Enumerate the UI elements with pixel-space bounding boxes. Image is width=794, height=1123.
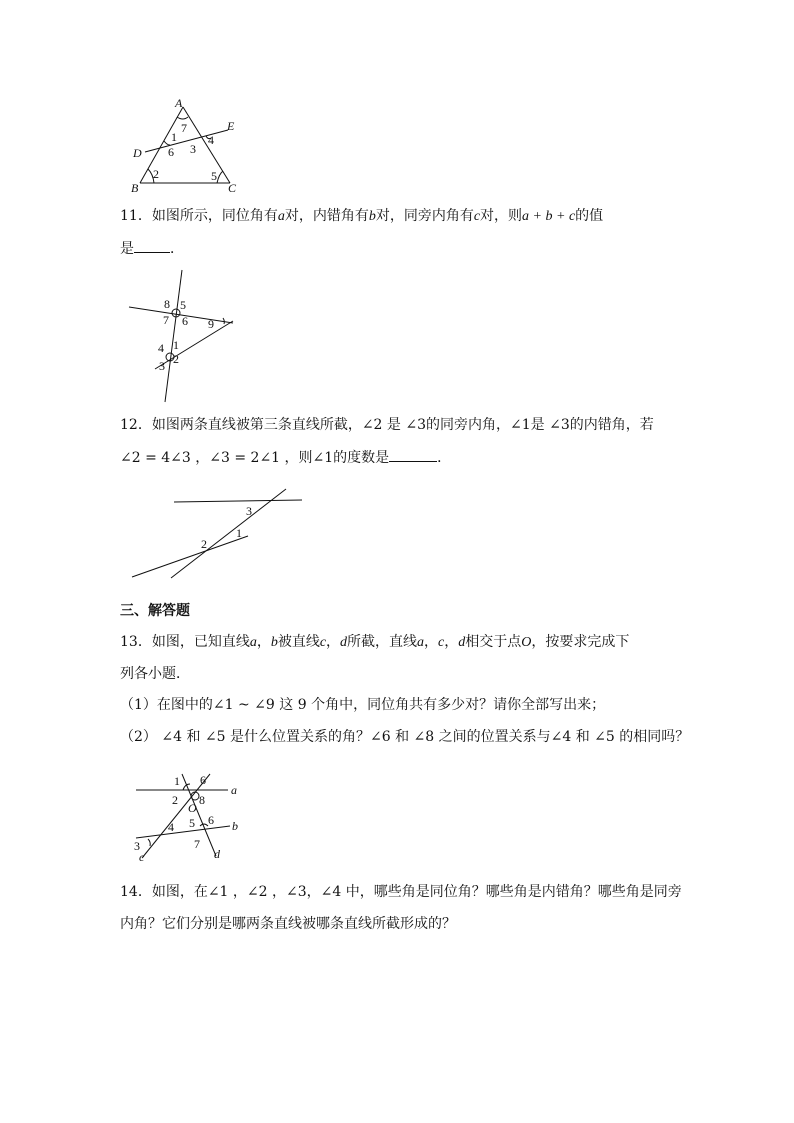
q13-line-b	[136, 826, 230, 838]
q13-var-a2: a	[417, 635, 425, 650]
label-A: A	[175, 96, 183, 110]
q13-text3: 所截，直线	[347, 634, 418, 650]
label-C: C	[228, 181, 237, 195]
q13-var-d: d	[340, 635, 348, 650]
angle-arc-c	[217, 171, 223, 183]
q11-text6: 是	[120, 241, 134, 257]
label-4: 4	[208, 133, 214, 147]
q14-line1	[120, 882, 682, 902]
q13-var-o: O	[521, 635, 532, 650]
q13-label-o: O	[188, 801, 197, 815]
q11-text5: 的值	[575, 208, 604, 224]
label-1: 1	[171, 130, 177, 144]
q13-text5: ，按要求完成下	[531, 634, 630, 650]
q12-label-2: 2	[201, 537, 207, 551]
label-6: 6	[168, 145, 174, 159]
side-ab	[140, 107, 183, 183]
q12-answer-blank[interactable]	[389, 447, 437, 462]
q11-number: 11．	[120, 208, 152, 224]
q11-text2: 对，内错角有	[284, 208, 369, 224]
q13-label-7: 7	[194, 837, 200, 851]
triangle-figure	[120, 95, 260, 195]
q13-number: 13．	[120, 634, 152, 650]
q13-label-6b: 6	[208, 813, 214, 827]
q11-text1: 如图所示，同位角有	[151, 208, 278, 224]
q13-var-a: a	[249, 635, 257, 650]
q13-label-d: d	[214, 847, 220, 861]
q12-line-lower	[132, 536, 248, 577]
q13-sub2-text: （2） ∠4 和 ∠5 是什么位置关系的角？∠6 和 ∠8 之间的位置关系与∠4 和 ∠5 的相同吗？	[120, 729, 690, 745]
q11-label-3: 3	[159, 359, 165, 373]
q11-line-vertical	[165, 270, 182, 402]
q11-expr: a + b + c	[522, 209, 576, 224]
label-2: 2	[153, 167, 159, 181]
q13-label-4: 4	[168, 820, 174, 834]
q12-label-3: 3	[246, 504, 252, 518]
q11-label-1: 1	[173, 338, 179, 352]
q14-line2	[120, 914, 456, 934]
q12-figure	[130, 486, 310, 586]
label-3: 3	[190, 142, 196, 156]
q13-label-2: 2	[172, 793, 178, 807]
q13-angle-arc-5	[200, 824, 208, 826]
q11-label-9: 9	[208, 317, 214, 331]
q13-label-a: a	[231, 783, 237, 797]
q13-var-c2: c	[438, 635, 445, 650]
q13-figure	[130, 768, 260, 868]
q11-answer-blank[interactable]	[134, 238, 170, 253]
q11-label-5: 5	[180, 298, 186, 312]
q13-label-1: 1	[174, 774, 180, 788]
angle-arc-a	[177, 117, 188, 119]
q11-end: ．	[170, 241, 184, 257]
q13-angle-arc-3	[148, 839, 150, 846]
label-7: 7	[181, 121, 187, 135]
q12-line-upper	[174, 500, 302, 502]
q11-var-c: c	[473, 209, 481, 224]
q13-text4: 相交于点	[465, 634, 522, 650]
q11-var-b: b	[368, 209, 376, 224]
q13-label-6: 6	[200, 773, 206, 787]
q11-label-6: 6	[182, 314, 188, 328]
q13-label-3: 3	[134, 839, 140, 853]
q12-transversal	[171, 489, 286, 578]
q12-line1	[120, 415, 654, 435]
q12-line2	[120, 447, 451, 468]
q14-text2: 内角？它们分别是哪两条直线被哪条直线所截形成的？	[120, 916, 456, 932]
q13-sep2: ，	[326, 634, 341, 650]
q13-sep4: ，	[444, 634, 459, 650]
q11-line2	[120, 238, 184, 259]
q11-label-2: 2	[173, 352, 179, 366]
q13-line2	[120, 664, 190, 684]
q13-sub2	[120, 727, 689, 747]
q13-line1	[120, 632, 629, 653]
q11-label-4: 4	[158, 341, 164, 355]
q13-sub1	[120, 695, 605, 715]
q13-var-c: c	[319, 635, 327, 650]
q11-label-7: 7	[163, 313, 169, 327]
section-title: 三、解答题	[120, 603, 190, 619]
q11-text4: 对，则	[480, 208, 523, 224]
q13-sep3: ，	[424, 634, 439, 650]
label-E: E	[227, 119, 235, 133]
q13-text2: 被直线	[277, 634, 320, 650]
q11-var-a: a	[277, 209, 285, 224]
q13-label-c: c	[139, 850, 145, 864]
q13-label-8: 8	[199, 793, 205, 807]
q11-label-8: 8	[164, 297, 170, 311]
q13-text6: 列各小题．	[120, 666, 190, 682]
label-D: D	[133, 146, 142, 160]
label-B: B	[131, 181, 139, 195]
q13-var-d2: d	[458, 635, 466, 650]
q13-var-b: b	[270, 635, 278, 650]
label-5: 5	[211, 169, 217, 183]
q12-text2: ∠2 = 4∠3 ，∠3 = 2∠1 ，则∠1的度数是	[120, 450, 390, 466]
q12-label-1: 1	[236, 526, 242, 540]
q13-sep1: ，	[256, 634, 271, 650]
q13-label-5: 5	[189, 816, 195, 830]
q11-figure	[125, 266, 245, 406]
q11-text3: 对，同旁内角有	[375, 208, 474, 224]
q11-line-bottom	[155, 321, 233, 369]
q13-text1: 如图，已知直线	[151, 634, 250, 650]
q11-line1	[120, 206, 603, 227]
q12-number: 12．	[120, 417, 152, 433]
q13-sub1-text: （1）在图中的∠1 ~ ∠9 这 9 个角中，同位角共有多少对？请你全部写出来；	[120, 697, 606, 713]
q14-text1: 如图，在∠1 ，∠2 ，∠3，∠4 中，哪些角是同位角？哪些角是内错角？哪些角是同旁	[151, 884, 682, 900]
q13-angle-arc-1	[183, 784, 190, 790]
q12-end: ．	[437, 450, 452, 466]
q12-text1: 如图两条直线被第三条直线所截，∠2 是 ∠3的同旁内角，∠1是 ∠3的内错角，若	[151, 417, 654, 433]
q14-number: 14．	[120, 884, 152, 900]
q13-label-b: b	[232, 819, 238, 833]
